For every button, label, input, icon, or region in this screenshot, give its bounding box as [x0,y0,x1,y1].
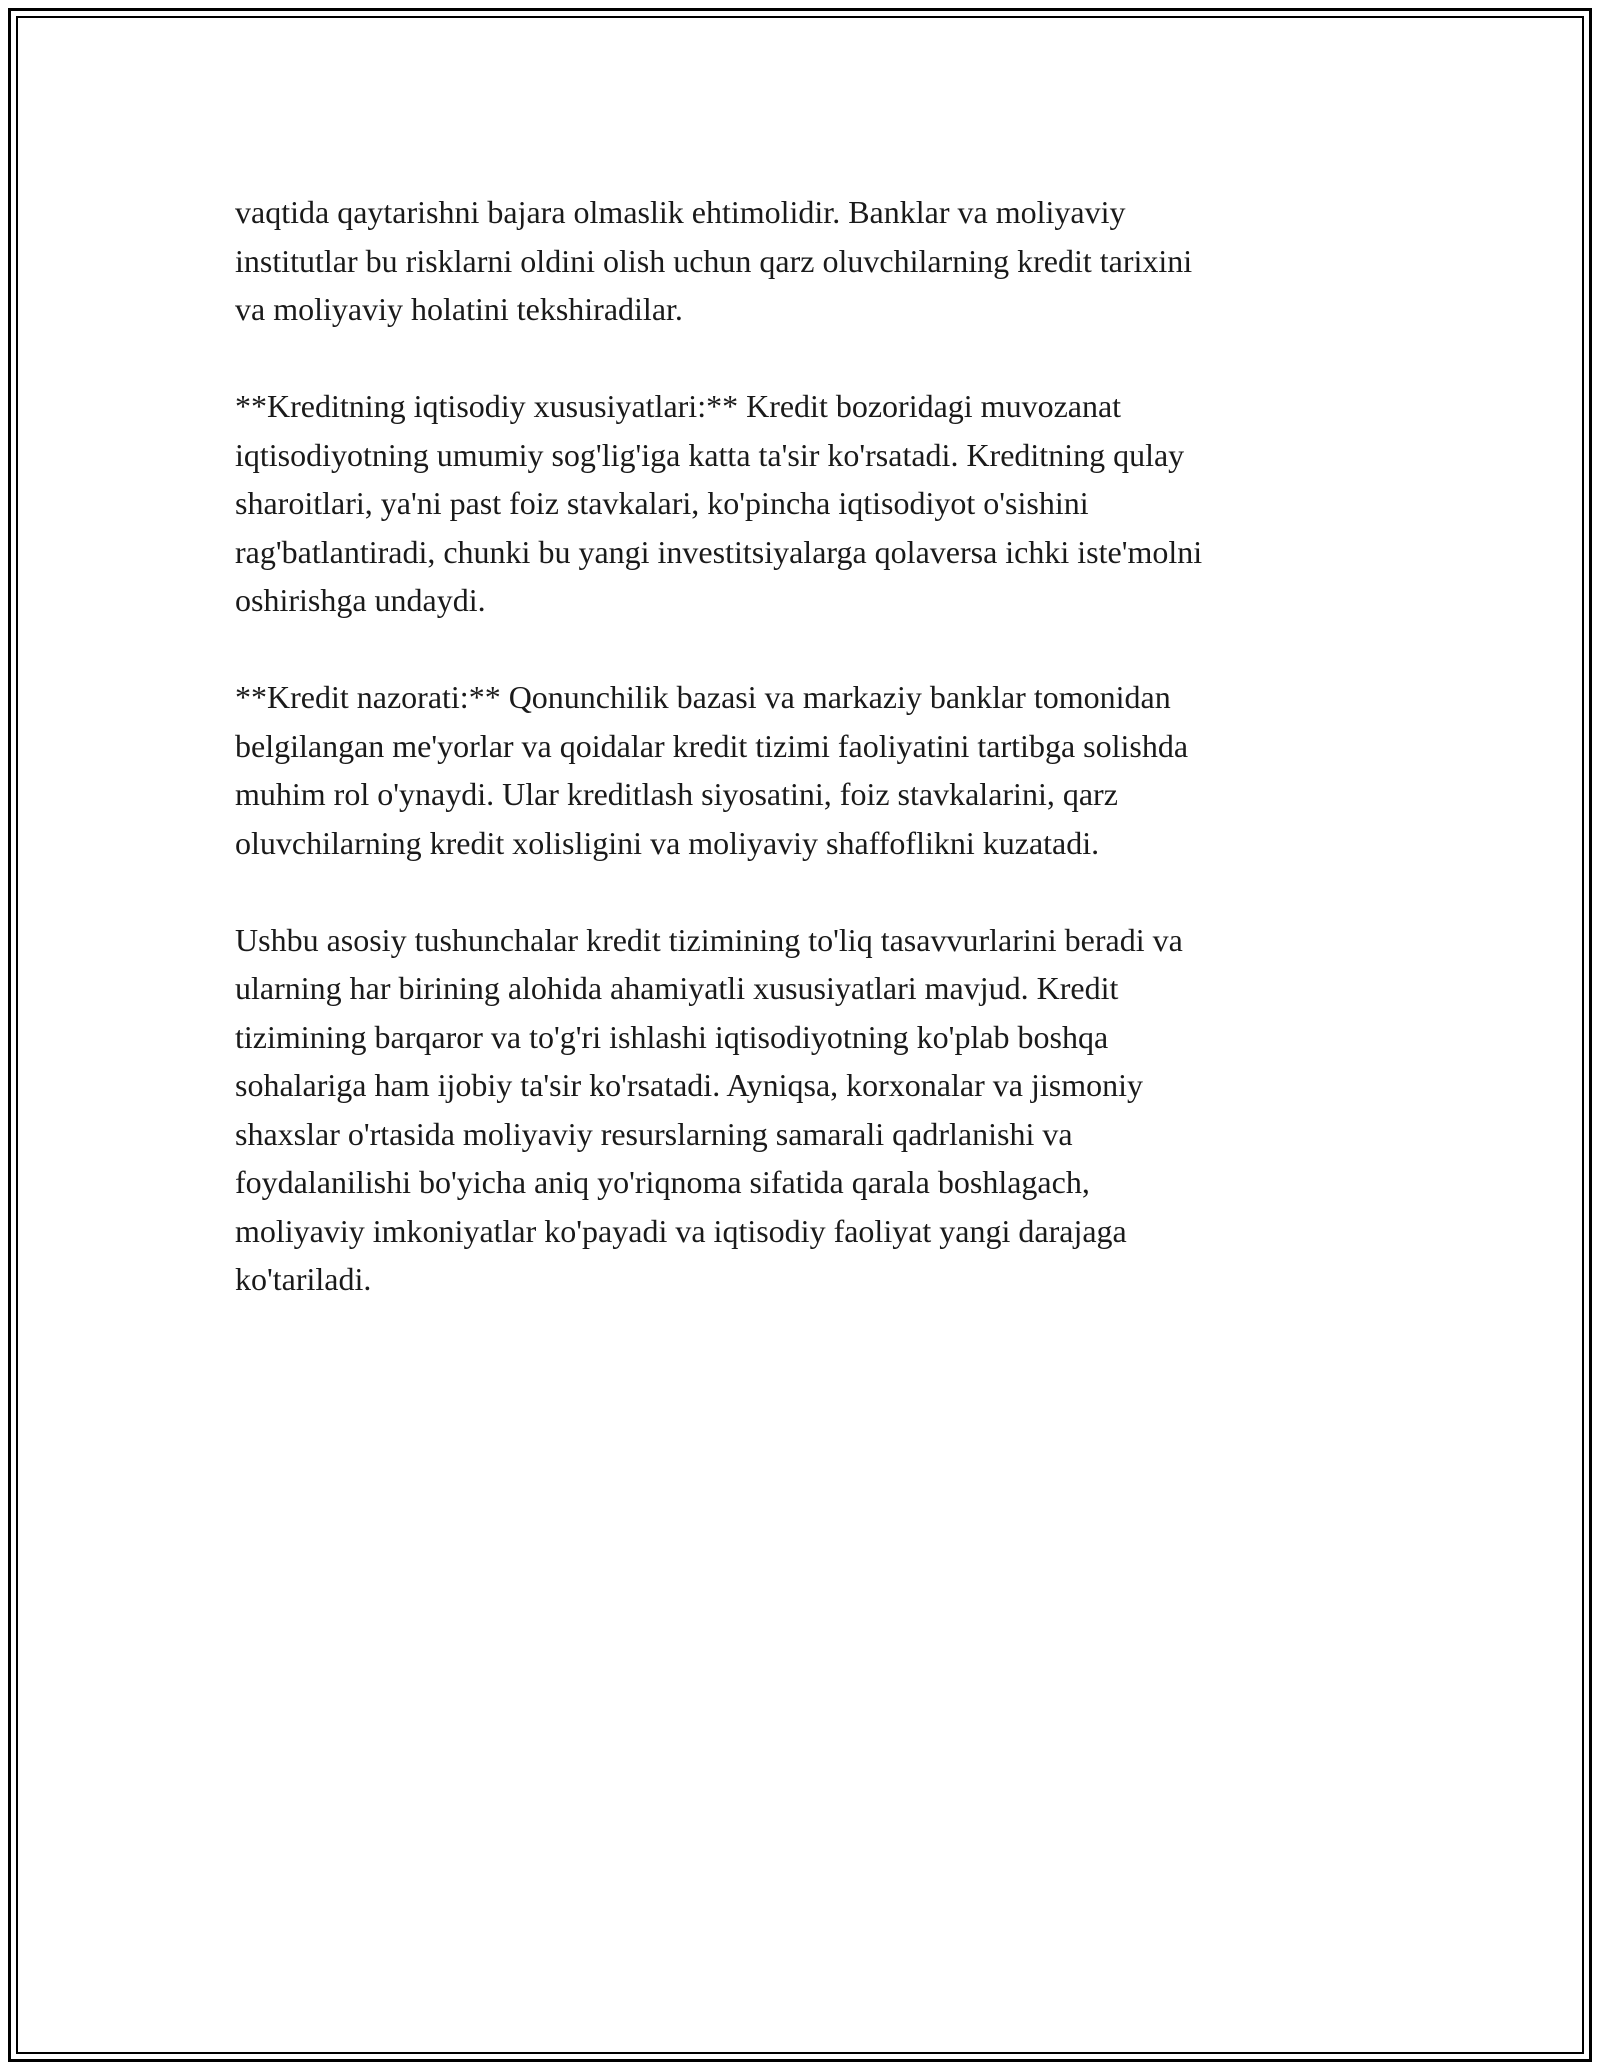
document-body [235,188,1375,1352]
paragraph-credit-risk: vaqtida qaytarishni bajara olmaslik ehtimolidir. Banklar va moliyaviy institutlar bu risklarni oldini olish uchun qarz oluvchilarning kredit tarixini va moliyaviy holatini tekshiradilar. [235,194,1193,327]
paragraph-credit-economic-features: **Kreditning iqtisodiy xususiyatlari:** Kredit bozoridagi muvozanat iqtisodiyotning umumiy sog'lig'iga katta ta'sir ko'rsatadi. Kreditning qulay sharoitlari, ya'ni past foiz stavkalari, ko'pincha iqtisodiyot o'sishini rag'batlantiradi, chunki bu yangi investitsiyalarga qolaversa ichki iste'molni oshirishga undaydi. [235,388,1203,618]
paragraph-credit-control: **Kredit nazorati:** Qonunchilik bazasi va markaziy banklar tomonidan belgilangan me'yorlar va qoidalar kredit tizimi faoliyatini tartibga solishda muhim rol o'ynaydi. Ular kreditlash siyosatini, foiz stavkalarini, qarz oluvchilarning kredit xolisligini va moliyaviy shaffoflikni kuzatadi. [235,679,1189,861]
paragraph-conclusion: Ushbu asosiy tushunchalar kredit tizimining to'liq tasavvurlarini beradi va ularning har birining alohida ahamiyatli xususiyatlari mavjud. Kredit tizimining barqaror va to'g'ri ishlashi iqtisodiyotning ko'plab boshqa sohalariga ham ijobiy ta'sir ko'rsatadi. Ayniqsa, korxonalar va jismoniy shaxslar o'rtasida moliyaviy resurslarning samarali qadrlanishi va foydalanilishi bo'yicha aniq yo'riqnoma sifatida qarala boshlagach, moliyaviy imkoniyatlar ko'payadi va iqtisodiy faoliyat yangi darajaga ko'tariladi. [235,921,1183,1297]
